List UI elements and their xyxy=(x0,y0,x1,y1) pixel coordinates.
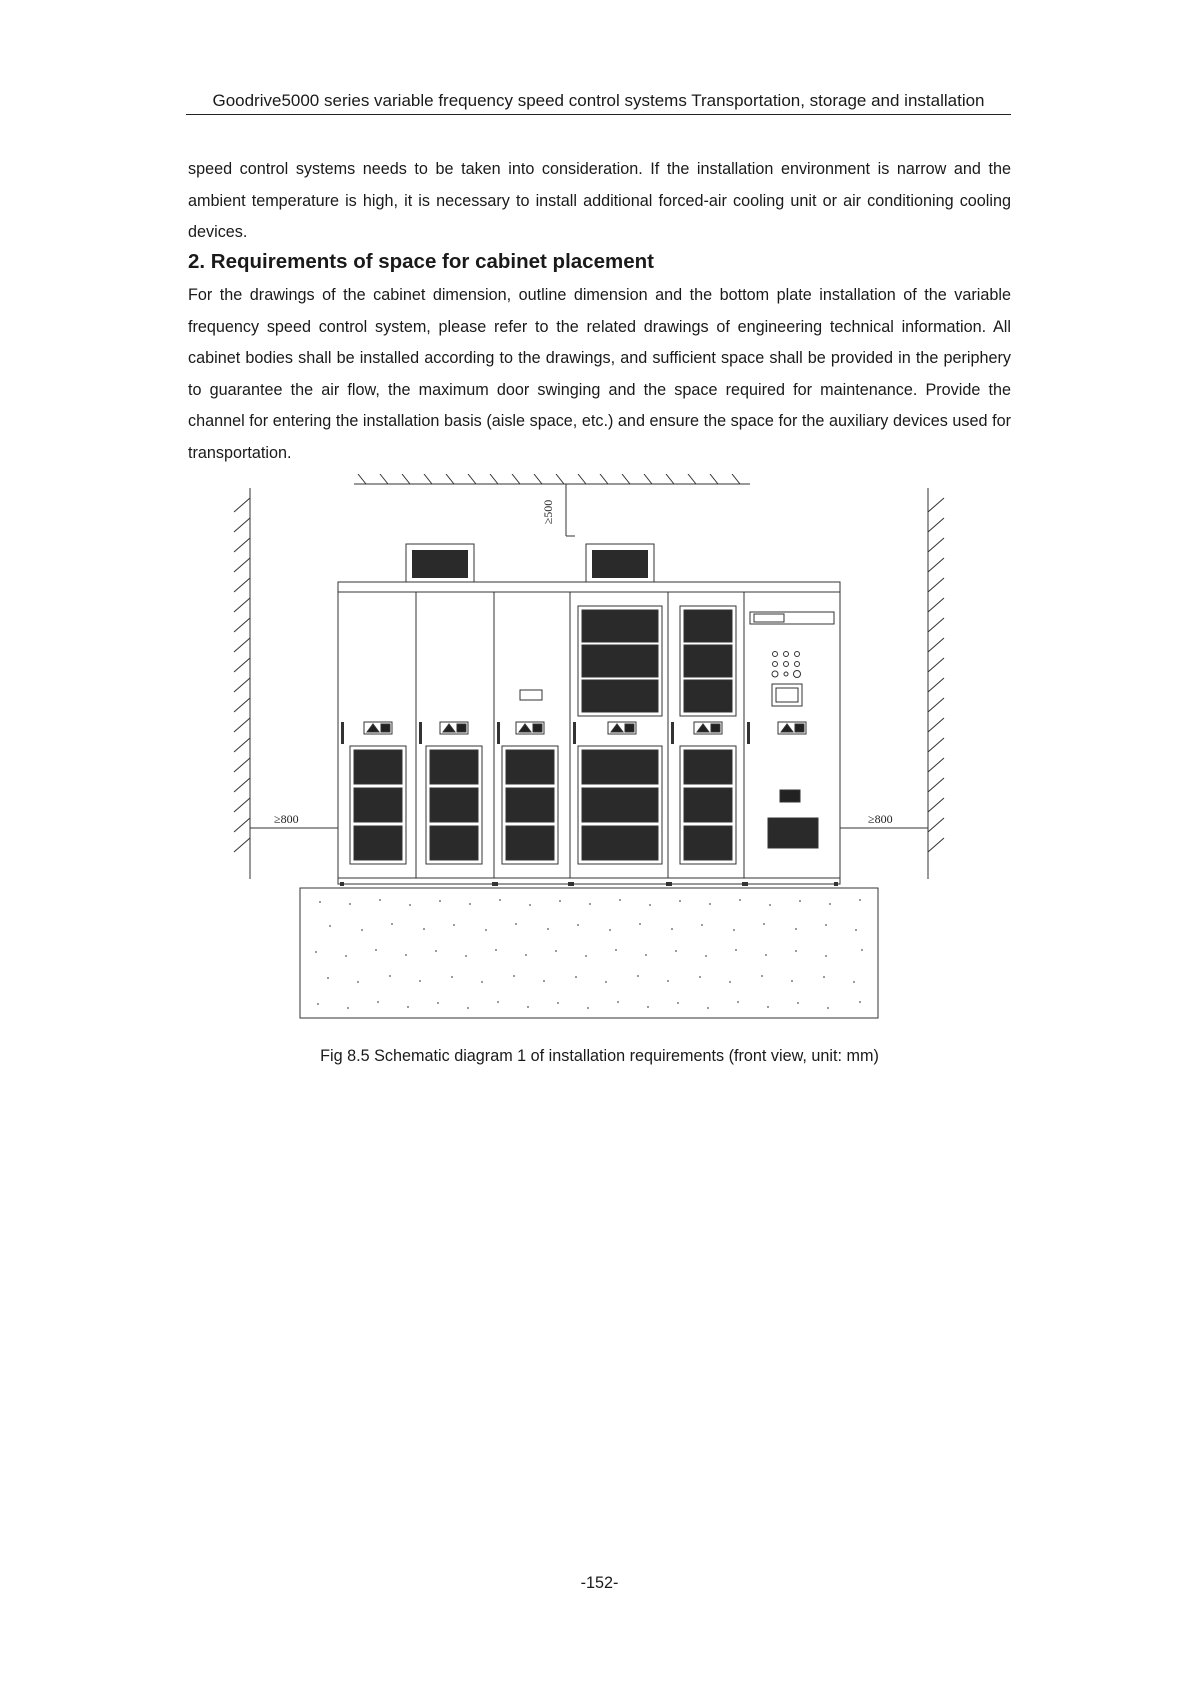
paragraph-space-requirements: For the drawings of the cabinet dimension, outline dimension and the bottom plate installation of the variable frequency speed control system, please refer to the related drawings of engineering technical information. All cabinet bodies shall be installed according to the drawings, and sufficient space shall be provided in the periphery to guarantee the air flow, the maximum door swinging and the space required for maintenance. Provide the channel for entering the installation basis (aisle space, etc.) and ensure the space for the auxiliary devices used for transportation. xyxy=(188,286,1011,462)
section-heading: 2. Requirements of space for cabinet placement xyxy=(188,250,654,273)
lower-vent-cabinet-4 xyxy=(578,746,662,864)
left-clearance-label: ≥800 xyxy=(274,812,299,826)
upper-vent-cabinet-5 xyxy=(680,606,736,716)
lower-vent-cabinet-2 xyxy=(426,746,482,864)
ceiling xyxy=(354,474,750,484)
figure-caption: Fig 8.5 Schematic diagram 1 of installation requirements (front view, unit: mm) xyxy=(320,1047,879,1065)
top-fan-hood-right xyxy=(586,544,654,582)
lower-vent-cabinet-1 xyxy=(350,746,406,864)
page-header: Goodrive5000 series variable frequency speed control systems Transportation, storage and installation xyxy=(186,90,1011,115)
left-wall xyxy=(234,488,250,879)
right-clearance-dimension xyxy=(840,828,928,840)
left-clearance-dimension xyxy=(250,828,338,840)
paragraph-cooling: speed control systems needs to be taken into consideration. If the installation environment is narrow and the ambient temperature is high, it is necessary to install additional forced-air cooling unit or air conditioning cooling devices. xyxy=(188,160,1011,241)
lower-vent-cabinet-5 xyxy=(680,746,736,864)
door-lock-icon xyxy=(520,690,542,700)
foundation xyxy=(300,888,878,1018)
top-clearance-label: ≥500 xyxy=(541,499,555,525)
installation-diagram xyxy=(230,474,950,1034)
page-number: -152- xyxy=(580,1574,619,1592)
right-clearance-label: ≥800 xyxy=(868,812,893,826)
top-clearance-dimension xyxy=(566,484,575,536)
lower-vent-cabinet-3 xyxy=(502,746,558,864)
upper-vent-cabinet-4 xyxy=(578,606,662,716)
right-wall xyxy=(928,488,944,879)
top-fan-hood-left xyxy=(406,544,474,582)
